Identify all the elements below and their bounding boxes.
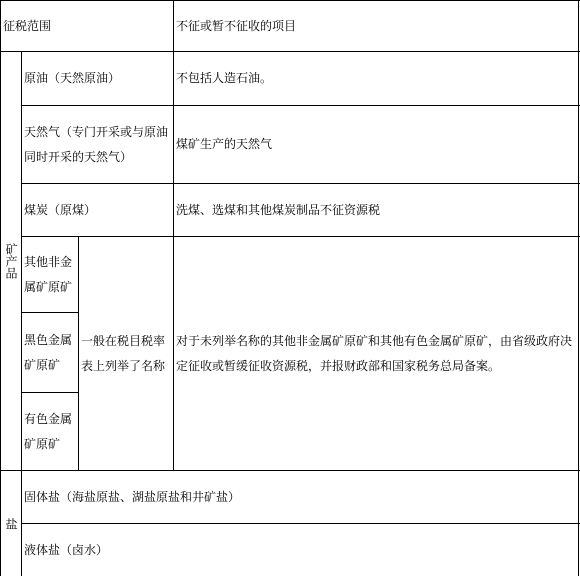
group-minerals: 矿产品	[4, 243, 18, 279]
note-coal: 洗煤、选煤和其他煤炭制品不征资源税	[176, 202, 381, 217]
ore-listed-note: 一般在税目税率表上列举了名称	[81, 333, 166, 373]
item-solid-salt: 固体盐（海盐原盐、湖盐原盐和井矿盐）	[24, 489, 241, 504]
item-natural-gas: 天然气（专门开采或与原油同时开采的天然气）	[24, 124, 169, 164]
table-right-border	[578, 0, 579, 576]
header-exempt: 不征或暂不征收的项目	[176, 18, 297, 33]
item-coal: 煤炭（原煤）	[24, 202, 97, 217]
item-ferrous-ore: 黑色金属矿原矿	[24, 332, 73, 372]
item-nonferrous-ore: 有色金属矿原矿	[24, 411, 73, 451]
group-salt: 盐	[4, 517, 18, 530]
note-crude-oil: 不包括人造石油。	[176, 71, 273, 85]
item-crude-oil: 原油（天然原油）	[24, 71, 121, 85]
item-non-metal-ore: 其他非金属矿原矿	[24, 254, 73, 294]
header-scope: 征税范围	[3, 18, 52, 33]
item-liquid-salt: 液体盐（卤水）	[24, 542, 109, 557]
note-natural-gas: 煤矿生产的天然气	[176, 137, 273, 151]
ore-unlisted-note: 对于未列举名称的其他非金属矿原矿和其他有色金属矿原矿，由省级政府决定征收或暂缓征收资源税，并报财政部和国家税务总局备案。	[176, 333, 573, 373]
